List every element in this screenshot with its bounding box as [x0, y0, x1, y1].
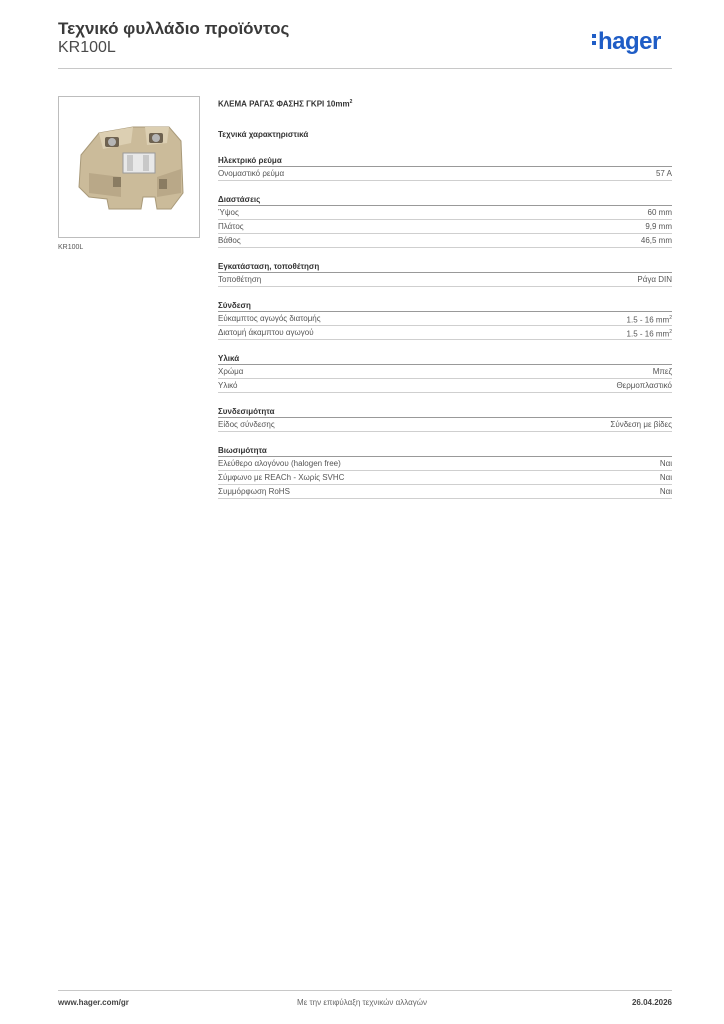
spec-row — [218, 234, 672, 248]
spec-value: Ναι — [659, 473, 672, 482]
footer-website-link[interactable]: www.hager.com/gr — [58, 998, 129, 1007]
spec-value: Θερμοπλαστικό — [616, 381, 672, 390]
hager-logo — [592, 28, 661, 58]
spec-group-title: Εγκατάσταση, τοποθέτηση — [218, 261, 672, 273]
spec-value: 60 mm — [647, 208, 672, 217]
spec-row — [218, 379, 672, 393]
spec-group-dimensions — [218, 194, 672, 248]
spec-label: Υλικό — [218, 381, 238, 390]
spec-label: Διατομή άκαμπτου αγωγού — [218, 328, 314, 337]
spec-label: Είδος σύνδεσης — [218, 420, 275, 429]
spec-label: Βάθος — [218, 236, 241, 245]
logo-text: hager — [598, 28, 661, 55]
product-description: ΚΛΕΜΑ ΡΑΓΑΣ ΦΑΣΗΣ ΓΚΡΙ $10mm^2$ — [218, 99, 353, 109]
spec-row — [218, 167, 672, 181]
spec-value: Μπεζ — [652, 367, 672, 376]
spec-group-title: Συνδεσιμότητα — [218, 406, 672, 418]
spec-value: 46,5 mm — [640, 236, 672, 245]
spec-row — [218, 326, 672, 340]
footer-divider — [58, 990, 672, 991]
spec-row — [218, 220, 672, 234]
spec-value: 1.5 - 16 $mm^2$ — [626, 315, 672, 325]
spec-value: 57 A — [655, 169, 672, 178]
product-code: KR100L — [58, 39, 116, 56]
spec-label: Ύψος — [218, 208, 239, 217]
spec-value: Ναι — [659, 459, 672, 468]
spec-label: Χρώμα — [218, 367, 244, 376]
terminal-block-image — [59, 97, 199, 237]
spec-value: 1.5 - 16 $mm^2$ — [626, 329, 672, 339]
spec-group-materials — [218, 353, 672, 393]
technical-characteristics-heading: Τεχνικά χαρακτηριστικά — [218, 130, 309, 139]
spec-label: Τοποθέτηση — [218, 275, 262, 284]
spec-row — [218, 471, 672, 485]
spec-row — [218, 206, 672, 220]
spec-value: Ράγα DIN — [637, 275, 672, 284]
spec-group-title: Ηλεκτρικό ρεύμα — [218, 155, 672, 167]
spec-label: Συμμόρφωση RoHS — [218, 487, 290, 496]
spec-group-connectivity — [218, 406, 672, 432]
spec-group-title: Σύνδεση — [218, 300, 672, 312]
spec-group-title: Διαστάσεις — [218, 194, 672, 206]
spec-row — [218, 365, 672, 379]
spec-group-title: Υλικά — [218, 353, 672, 365]
spec-group-connection — [218, 300, 672, 340]
spec-group-installation — [218, 261, 672, 287]
spec-label: Εύκαμπτος αγωγός διατομής — [218, 314, 321, 323]
product-image — [58, 96, 200, 238]
page-title: Τεχνικό φυλλάδιο προϊόντος — [58, 19, 290, 38]
spec-row — [218, 485, 672, 499]
spec-content — [218, 96, 672, 499]
spec-value: Ναι — [659, 487, 672, 496]
header-divider — [58, 68, 672, 69]
spec-group-electrical — [218, 155, 672, 181]
footer-notice: Με την επιφύλαξη τεχνικών αλλαγών — [297, 998, 427, 1007]
spec-group-sustainability — [218, 445, 672, 499]
spec-row — [218, 312, 672, 326]
spec-group-title: Βιωσιμότητα — [218, 445, 672, 457]
spec-label: Πλάτος — [218, 222, 244, 231]
footer-date: 26.04.2026 — [631, 998, 672, 1007]
spec-value: 9,9 mm — [645, 222, 672, 231]
image-caption: KR100L — [58, 244, 84, 251]
logo-mark-icon — [592, 34, 596, 48]
spec-row — [218, 418, 672, 432]
spec-row — [218, 273, 672, 287]
spec-label: Σύμφωνο με REACh - Χωρίς SVHC — [218, 473, 345, 482]
spec-label: Ελεύθερο αλογόνου (halogen free) — [218, 459, 341, 468]
spec-row — [218, 457, 672, 471]
spec-value: Σύνδεση με βίδες — [610, 420, 672, 429]
spec-label: Ονομαστικό ρεύμα — [218, 169, 285, 178]
